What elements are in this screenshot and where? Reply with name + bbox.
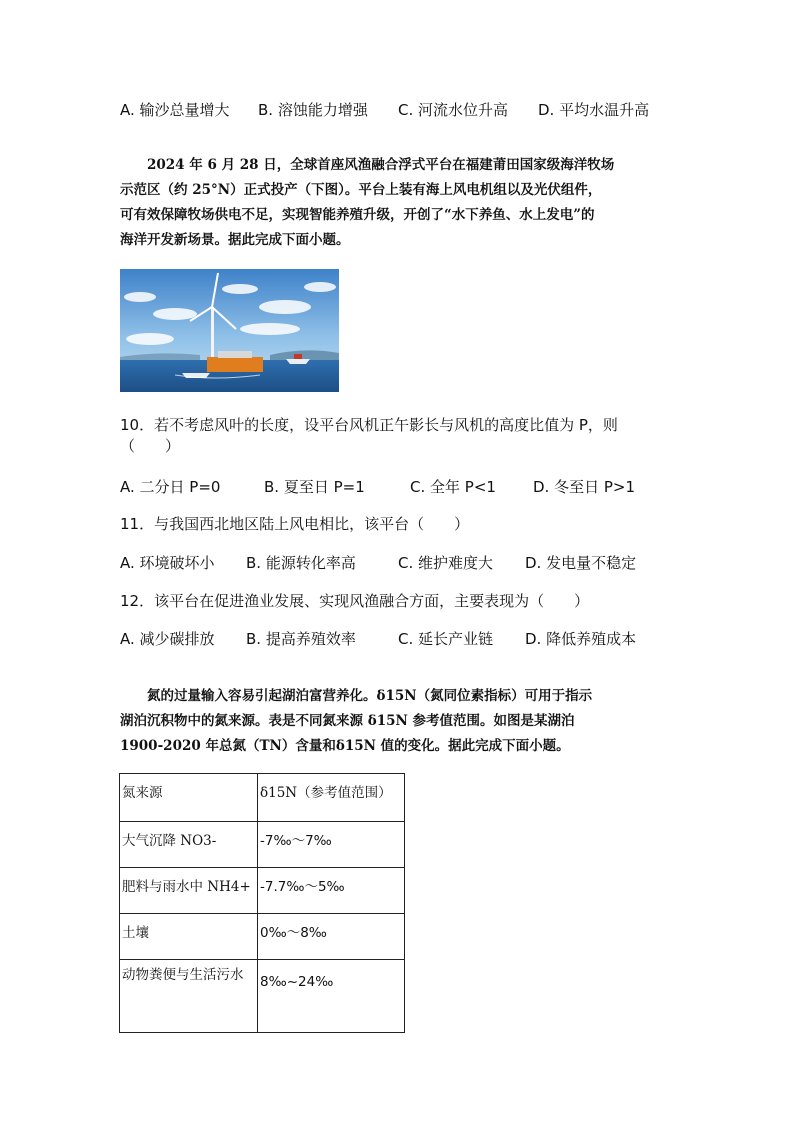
table-cell: 大气沉降 NO3- <box>120 822 258 868</box>
q11-option-c[interactable]: C. 维护难度大 <box>398 554 494 572</box>
q12-stem: 12．该平台在促进渔业发展、实现风渔融合方面，主要表现为（ ） <box>120 592 590 610</box>
passage2-line1: 氮的过量输入容易引起湖泊富营养化。δ15N（氮同位素指标）可用于指示 <box>147 688 593 704</box>
table-header-row <box>120 774 405 822</box>
q11-option-a[interactable]: A. 环境破坏小 <box>120 554 215 572</box>
table-row <box>120 914 405 960</box>
table-cell: -7.7‰～5‰ <box>258 868 405 914</box>
table-cell: 肥料与雨水中 NH4+ <box>120 868 258 914</box>
passage2-line3: 1900-2020 年总氮（TN）含量和δ15N 值的变化。据此完成下面小题。 <box>120 738 570 754</box>
q9-option-c[interactable]: C. 河流水位升高 <box>398 101 509 119</box>
q12-option-b[interactable]: B. 提高养殖效率 <box>246 630 356 648</box>
passage1-line3: 可有效保障牧场供电不足，实现智能养殖升级，开创了“水下养鱼、水上发电”的 <box>120 207 595 223</box>
q11-option-d[interactable]: D. 发电量不稳定 <box>525 554 637 572</box>
q11-option-b[interactable]: B. 能源转化率高 <box>246 554 356 572</box>
q9-options <box>120 100 649 120</box>
q9-option-b[interactable]: B. 溶蚀能力增强 <box>258 101 368 119</box>
q12-option-d[interactable]: D. 降低养殖成本 <box>525 630 637 648</box>
q10-options <box>120 477 635 497</box>
table-cell: 土壤 <box>120 914 258 960</box>
q11-stem: 11．与我国西北地区陆上风电相比，该平台（ ） <box>120 515 470 533</box>
q9-option-a[interactable]: A. 输沙总量增大 <box>120 101 230 119</box>
passage-nitrogen <box>120 684 676 759</box>
table-cell: -7‰～7‰ <box>258 822 405 868</box>
q10-answer-paren[interactable]: （ ） <box>120 437 181 455</box>
passage2-line2: 湖泊沉积物中的氮来源。表是不同氮来源 δ15N 参考值范围。如图是某湖泊 <box>120 713 575 729</box>
table-header-cell: δ15N（参考值范围） <box>258 774 405 822</box>
table-row <box>120 868 405 914</box>
passage-wind-fishery <box>120 153 676 253</box>
table-cell: 动物粪便与生活污水 <box>120 960 258 1033</box>
passage1-line4: 海洋开发新场景。据此完成下面小题。 <box>120 232 350 248</box>
q12-option-c[interactable]: C. 延长产业链 <box>398 630 494 648</box>
table-row <box>120 822 405 868</box>
passage1-line2: 示范区（约 25°N）正式投产（下图）。平台上装有海上风电机组以及光伏组件， <box>120 182 602 198</box>
q10-option-d[interactable]: D. 冬至日 P>1 <box>533 478 636 496</box>
q10-option-c[interactable]: C. 全年 P<1 <box>410 478 496 496</box>
passage1-line1: 2024 年 6 月 28 日，全球首座风渔融合浮式平台在福建莆田国家级海洋牧场 <box>147 157 615 173</box>
table-row <box>120 960 405 1033</box>
table-cell: 0‰～8‰ <box>258 914 405 960</box>
q10-option-a[interactable]: A. 二分日 P=0 <box>120 478 221 496</box>
q12-option-a[interactable]: A. 减少碳排放 <box>120 630 215 648</box>
wind-fishery-platform-photo <box>120 269 339 392</box>
q9-option-d[interactable]: D. 平均水温升高 <box>538 101 650 119</box>
q10-stem: 10．若不考虑风叶的长度，设平台风机正午影长与风机的高度比值为 P，则 <box>120 416 618 434</box>
q11-options <box>120 553 636 573</box>
table-header-cell: 氮来源 <box>120 774 258 822</box>
q12-options <box>120 629 636 649</box>
nitrogen-source-table <box>119 773 405 1033</box>
q10-option-b[interactable]: B. 夏至日 P=1 <box>264 478 365 496</box>
table-cell: 8‰~24‰ <box>258 960 405 1033</box>
